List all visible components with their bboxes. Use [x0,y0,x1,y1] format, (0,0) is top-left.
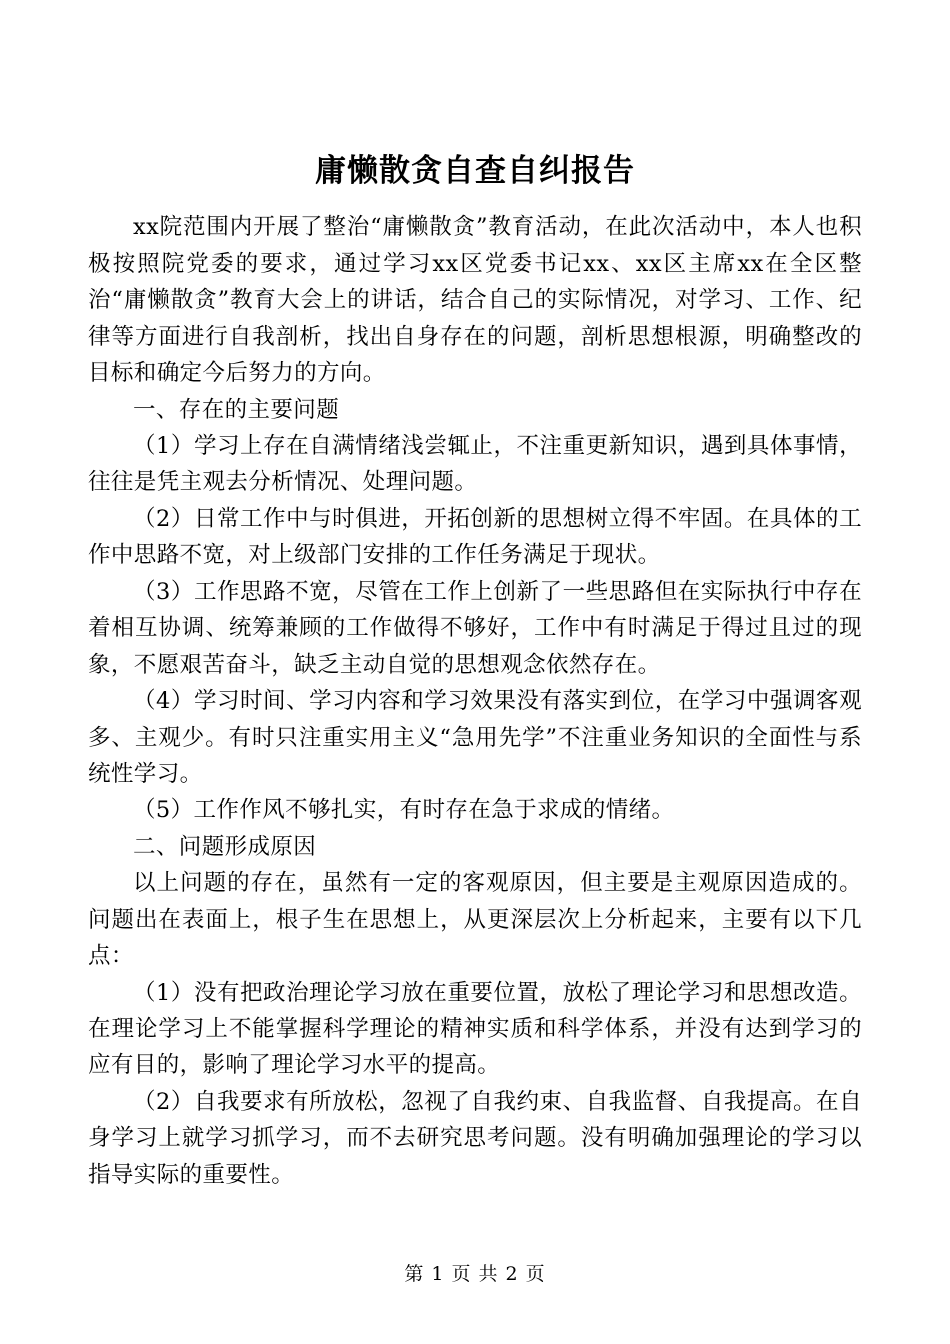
page-title: 庸懒散贪自查自纠报告 [315,153,635,189]
page-footer: 第 1 页 共 2 页 [404,1263,546,1285]
paragraph: 以上问题的存在，虽然有一定的客观原因，但主要是主观原因造成的。问题出在表面上，根子生在思想上，从更深层次上分析起来，主要有以下几点： [88,870,862,970]
paragraph: （3）工作思路不宽，尽管在工作上创新了一些思路但在实际执行中存在着相互协调、统筹兼顾的工作做得不够好，工作中有时满足于得过且过的现象，不愿艰苦奋斗，缺乏主动自觉的思想观念依然存在。 [88,578,862,678]
paragraph: （4）学习时间、学习内容和学习效果没有落实到位，在学习中强调客观多、主观少。有时只注重实用主义“急用先学”不注重业务知识的全面性与系统性学习。 [88,688,862,787]
paragraph: （2）日常工作中与时俱进，开拓创新的思想树立得不牢固。在具体的工作中思路不宽，对上级部门安排的工作任务满足于现状。 [88,505,862,569]
paragraph: （1）学习上存在自满情绪浅尝辄止，不注重更新知识，遇到具体事情，往往是凭主观去分析情况、处理问题。 [88,433,862,496]
document-body [88,209,862,1193]
paragraph: （2）自我要求有所放松，忽视了自我约束、自我监督、自我提高。在自身学习上就学习抓学习，而不去研究思考问题。没有明确加强理论的学习以指导实际的重要性。 [88,1088,862,1188]
paragraph: （1）没有把政治理论学习放在重要位置，放松了理论学习和思想改造。在理论学习上不能掌握科学理论的精神实质和科学体系，并没有达到学习的应有目的，影响了理论学习水平的提高。 [88,979,862,1079]
paragraph: 二、问题形成原因 [133,833,317,860]
paragraph: xx院范围内开展了整治“庸懒散贪”教育活动，在此次活动中，本人也积极按照院党委的要求，通过学习xx区党委书记xx、xx区主席xx在全区整治“庸懒散贪”教育大会上的讲话，结合自己的实际情况，对学习、工作、纪律等方面进行自我剖析，找出自身存在的问题，剖析思想根源，明确整改的目标和确定今后努力的方向。 [88,214,862,387]
paragraph: （5）工作作风不够扎实，有时存在急于求成的情绪。 [133,797,675,824]
paragraph: 一、存在的主要问题 [133,396,340,423]
